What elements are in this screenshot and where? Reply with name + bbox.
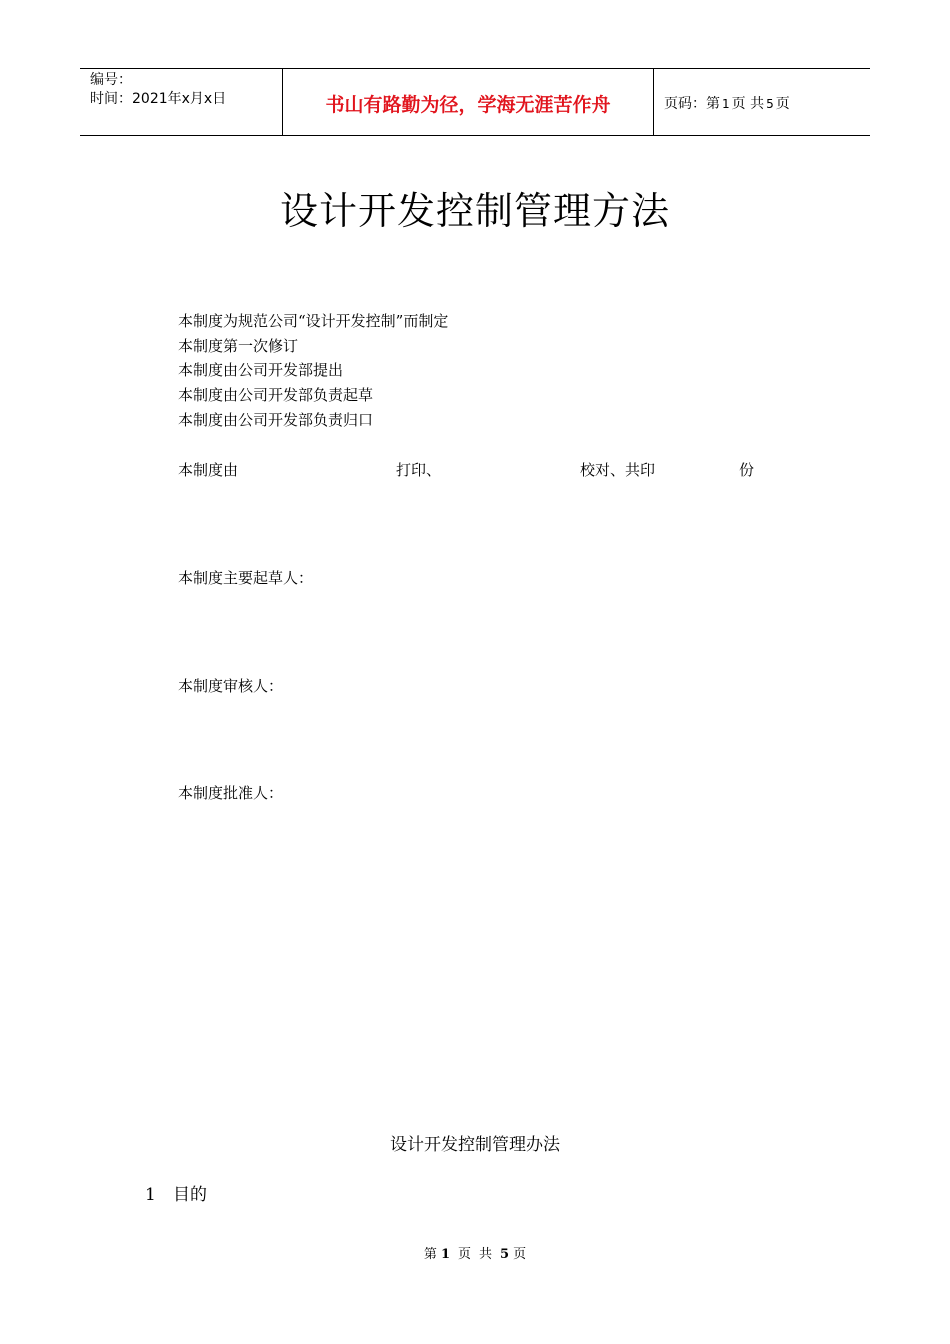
reviewer-label: 本制度审核人： — [178, 677, 284, 695]
intro-line: 本制度由公司开发部负责起草 — [178, 386, 374, 404]
footer-mid2: 共 — [479, 1247, 493, 1262]
header-page-info — [664, 95, 790, 113]
approver-label: 本制度批准人： — [178, 784, 284, 802]
footer-page-number — [0, 1246, 950, 1264]
footer-prefix: 第 — [423, 1247, 437, 1262]
section-title: 设计开发控制管理办法 — [390, 1135, 560, 1155]
document-header — [80, 68, 870, 136]
section-1-heading: 目的 — [173, 1185, 207, 1205]
footer-suffix: 页 — [513, 1247, 527, 1262]
header-meta-cell — [80, 69, 282, 135]
page-current: 1 — [722, 97, 730, 111]
page-mid: 页 共 — [731, 96, 765, 112]
print-line-part2: 打印、 — [396, 461, 442, 479]
page-suffix: 页 — [775, 96, 790, 112]
print-line-part3: 校对、共印 — [580, 461, 656, 479]
date-text: 时间：2021年x月x日 — [90, 91, 227, 107]
intro-line: 本制度为规范公司“设计开发控制”而制定 — [178, 312, 449, 330]
serial-number-label: 编号： — [90, 72, 132, 88]
print-line-part1: 本制度由 — [178, 461, 239, 479]
page-prefix: 页码：第 — [664, 96, 720, 112]
page-total: 5 — [766, 97, 774, 111]
drafter-label: 本制度主要起草人： — [178, 569, 314, 587]
motto-text: 书山有路勤为径，学海无涯苦作舟 — [325, 94, 611, 116]
intro-line: 本制度由公司开发部提出 — [178, 361, 344, 379]
section-1-number: 1 — [145, 1185, 156, 1205]
footer-mid1: 页 — [457, 1247, 471, 1262]
document-title: 设计开发控制管理方法 — [279, 189, 670, 233]
footer-current: 1 — [440, 1247, 450, 1262]
header-page-cell — [654, 69, 870, 135]
print-line-part4: 份 — [739, 461, 755, 479]
header-motto-cell — [282, 69, 654, 135]
footer-total: 5 — [500, 1247, 510, 1262]
intro-line: 本制度第一次修订 — [178, 337, 299, 355]
intro-line: 本制度由公司开发部负责归口 — [178, 411, 374, 429]
